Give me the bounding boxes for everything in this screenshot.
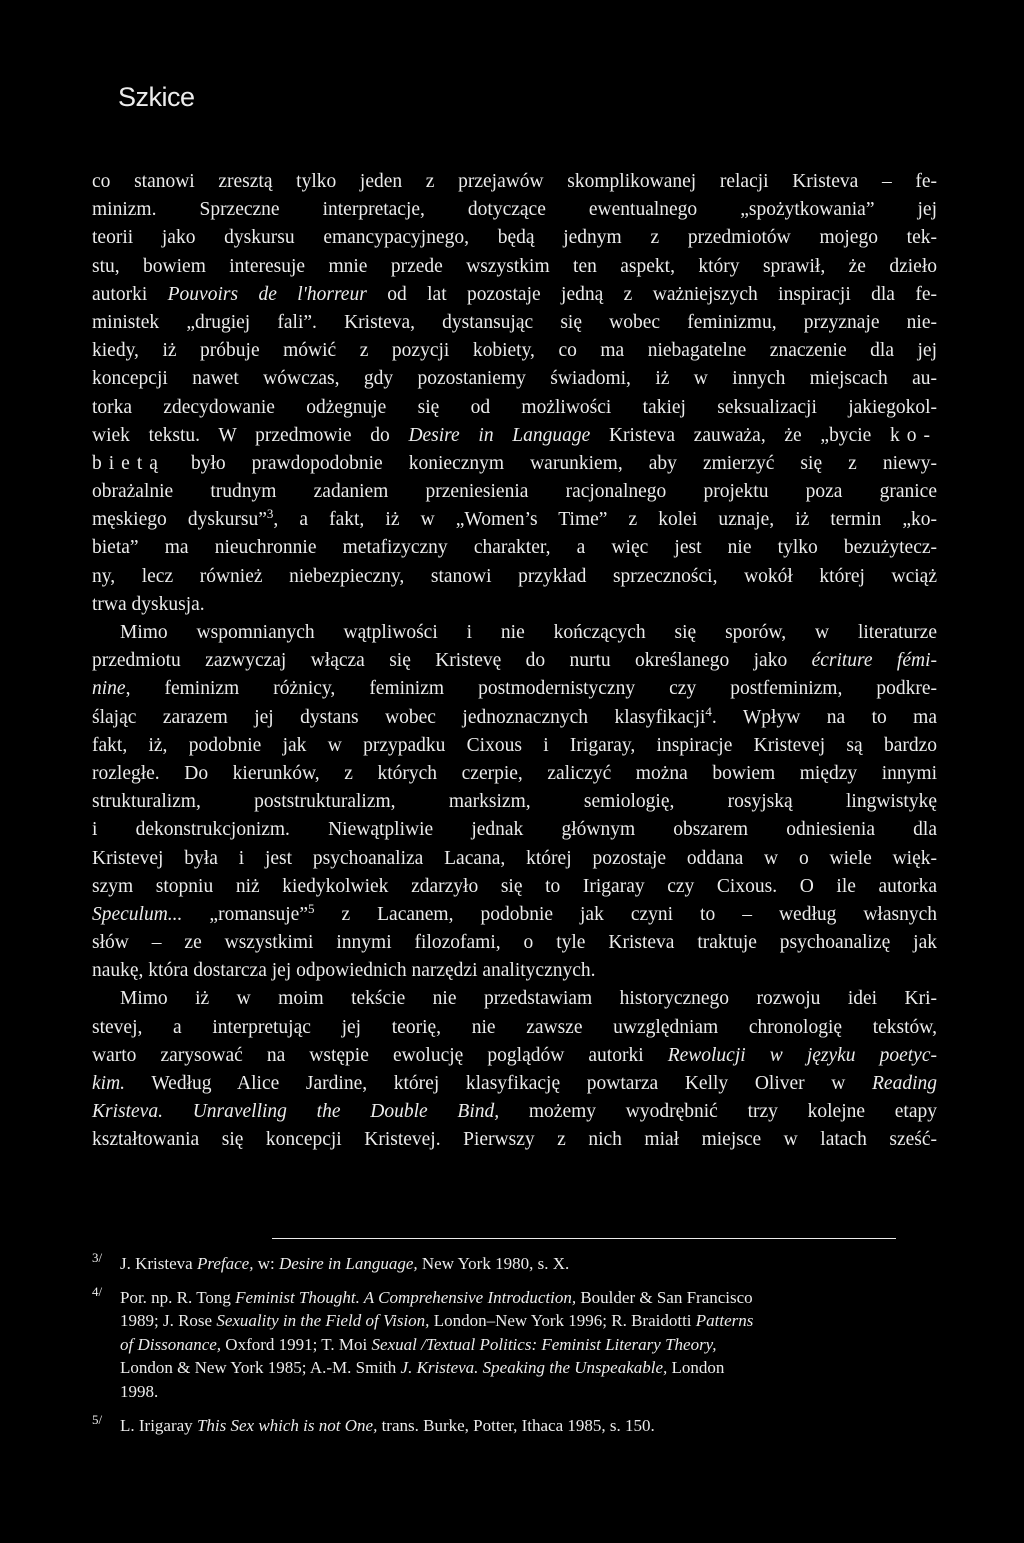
footnote-divider — [272, 1238, 896, 1239]
text-line: Kristevej była i jest psychoanaliza Lacana, której pozostaje oddana w o wiele więk- — [92, 847, 937, 869]
spaced-emphasis: ko- — [890, 424, 937, 446]
spaced-emphasis: bietą — [92, 452, 165, 474]
text-line: co stanowi zresztą tylko jeden z przejawów skomplikowanej relacji Kristeva – fe- — [92, 171, 937, 192]
text-line: męskiego dyskursu”$^3$, a fakt, iż w „Women’s Time” z kolei uznaje, iż termin „ko- — [92, 506, 938, 531]
text-line: Mimo iż w moim tekście nie przedstawiam historycznego rozwoju idei Kri- — [120, 988, 937, 1010]
text-line: kiedy, iż próbuje mówić z pozycji kobiety, co ma niebagatelne znaczenie dla jej — [92, 340, 937, 362]
text-line: minizm. Sprzeczne interpretacje, dotyczące ewentualnego „spożytkowania” jej — [92, 199, 937, 221]
footnote-ref: 5 — [307, 900, 315, 916]
book-title: Rewolucji w języku poetyc- — [667, 1044, 937, 1066]
book-title: Pouvoirs de l'horreur — [167, 283, 367, 305]
text-line: nine, feminizm różnicy, feminizm postmodernistyczny czy postfeminizm, podkre- — [92, 678, 937, 700]
text-line: kim. Według Alice Jardine, której klasyfikację powtarza Kelly Oliver w Reading — [92, 1073, 937, 1094]
text-line: rozległe. Do kierunków, z których czerpie, zaliczyć można bowiem między innymi — [92, 762, 937, 784]
text-line: Speculum... „romansuje”$^5$ z Lacanem, podobnie jak czyni to – według własnych — [92, 900, 938, 925]
text-line: warto zarysować na wstępie ewolucję poglądów autorki Rewolucji w języku poetyc- — [92, 1044, 937, 1066]
text-line: kształtowania się koncepcji Kristevej. Pierwszy z nich miał miejsce w latach sześć- — [92, 1129, 937, 1151]
text-line: ślając zarazem jej dystans wobec jednoznacznych klasyfikacji$^4$. Wpływ na to ma — [92, 703, 938, 728]
text-line: słów – ze wszystkimi innymi filozofami, o tyle Kristeva traktuje psychoanalizę jak — [92, 932, 937, 954]
text-line: przedmiotu zazwyczaj włącza się Kristevę do nurtu określanego jako écriture fémi- — [92, 650, 937, 672]
text-line: ny, lecz również niebezpieczny, stanowi przykład sprzeczności, wokół której wciąż — [92, 565, 937, 587]
text-line: bietą było prawdopodobnie koniecznym warunkiem, aby zmierzyć się z niewy- — [92, 452, 937, 474]
footnote — [92, 1252, 937, 1276]
text-line: i dekonstrukcjonizm. Niewątpliwie jednak głównym obszarem odniesienia dla — [92, 819, 937, 841]
footnote — [92, 1411, 937, 1438]
body-text — [92, 168, 937, 1155]
book-title: Kristeva. Unravelling the Double Bind, — [92, 1101, 500, 1123]
book-title: Speculum... — [92, 903, 183, 925]
footnote — [92, 1283, 937, 1404]
text-line: torka zdecydowanie odżegnuje się od możliwości takiej seksualizacji jakiegokol- — [92, 396, 937, 418]
book-title: Desire in Language — [408, 424, 591, 446]
footnote-line: 1989; J. Rose Sexuality in the Field of Vision, London–New York 1996; R. Braidotti Patterns — [120, 1311, 754, 1331]
text-line: strukturalizm, poststrukturalizm, marksizm, semiologię, rosyjską lingwistykę — [92, 791, 937, 813]
text-line: autorki Pouvoirs de l'horreur od lat pozostaje jedną z ważniejszych inspiracji dla fe- — [92, 283, 938, 305]
footnote-line: L. Irigaray This Sex which is not One, trans. Burke, Potter, Ithaca 1985, s. 150. — [120, 1415, 655, 1435]
text-line: stevej, a interpretując jej teorię, nie zawsze uwzględniam chronologię tekstów, — [92, 1016, 937, 1038]
footnote-mark: 3/ — [92, 1250, 103, 1265]
section-header: Szkice — [118, 82, 195, 112]
footnote-line: Por. np. R. Tong Feminist Thought. A Comprehensive Introduction, Boulder & San Francisco — [120, 1287, 753, 1307]
text-line: teorii jako dyskursu emancypacyjnego, będą jednym z przedmiotów mojego tek- — [92, 227, 937, 249]
footnote-mark: 4/ — [92, 1283, 103, 1299]
book-title: kim. — [92, 1073, 126, 1094]
text-line: ministek „drugiej fali”. Kristeva, dystansując się wobec feminizmu, przyznaje nie- — [92, 311, 937, 333]
footnote-ref: 3 — [266, 506, 274, 522]
text-line: bieta” ma nieuchronnie metafizyczny charakter, a więc jest nie tylko bezużytecz- — [92, 537, 937, 559]
text-line: fakt, iż, podobnie jak w przypadku Cixous i Irigaray, inspiracje Kristevej są bardzo — [92, 734, 937, 756]
text-line: koncepcji nawet wówczas, gdy pozostaniemy świadomi, iż w innych miejscach au- — [92, 368, 937, 390]
text-line: stu, bowiem interesuje mnie przede wszystkim ten aspekt, który sprawił, że dzieło — [92, 255, 937, 277]
footnote-ref: 4 — [705, 703, 712, 719]
footnotes — [92, 1252, 937, 1447]
text-line: obrażalnie trudnym zadaniem przeniesienia racjonalnego projektu poza granice — [92, 481, 937, 503]
footnote-line: 1998. — [120, 1381, 159, 1401]
text-line: Mimo wspomnianych wątpliwości i nie kończących się sporów, w literaturze — [120, 622, 937, 643]
text-line: wiek tekstu. W przedmowie do Desire in Language Kristeva zauważa, że „bycie ko- — [92, 424, 937, 446]
text-line: szym stopniu niż kiedykolwiek zdarzyło się to Irigaray czy Cixous. O ile autorka — [92, 875, 937, 897]
text-line: naukę, która dostarcza jej odpowiednich narzędzi analitycznych. — [92, 960, 596, 982]
footnote-line: J. Kristeva Preface, w: Desire in Language, New York 1980, s. X. — [120, 1254, 570, 1273]
footnote-line: of Dissonance, Oxford 1991; T. Moi Sexual /Textual Politics: Feminist Literary Theory, — [120, 1334, 717, 1354]
footnote-line: London & New York 1985; A.-M. Smith J. Kristeva. Speaking the Unspeakable, London — [120, 1358, 725, 1378]
text-line: trwa dyskusja. — [92, 593, 205, 615]
book-title: Reading — [872, 1073, 937, 1094]
text-line: Kristeva. Unravelling the Double Bind, możemy wyodrębnić trzy kolejne etapy — [92, 1101, 938, 1123]
term: nine — [92, 678, 126, 700]
footnote-mark: 5/ — [92, 1411, 103, 1427]
term: écriture fémi- — [811, 650, 937, 672]
